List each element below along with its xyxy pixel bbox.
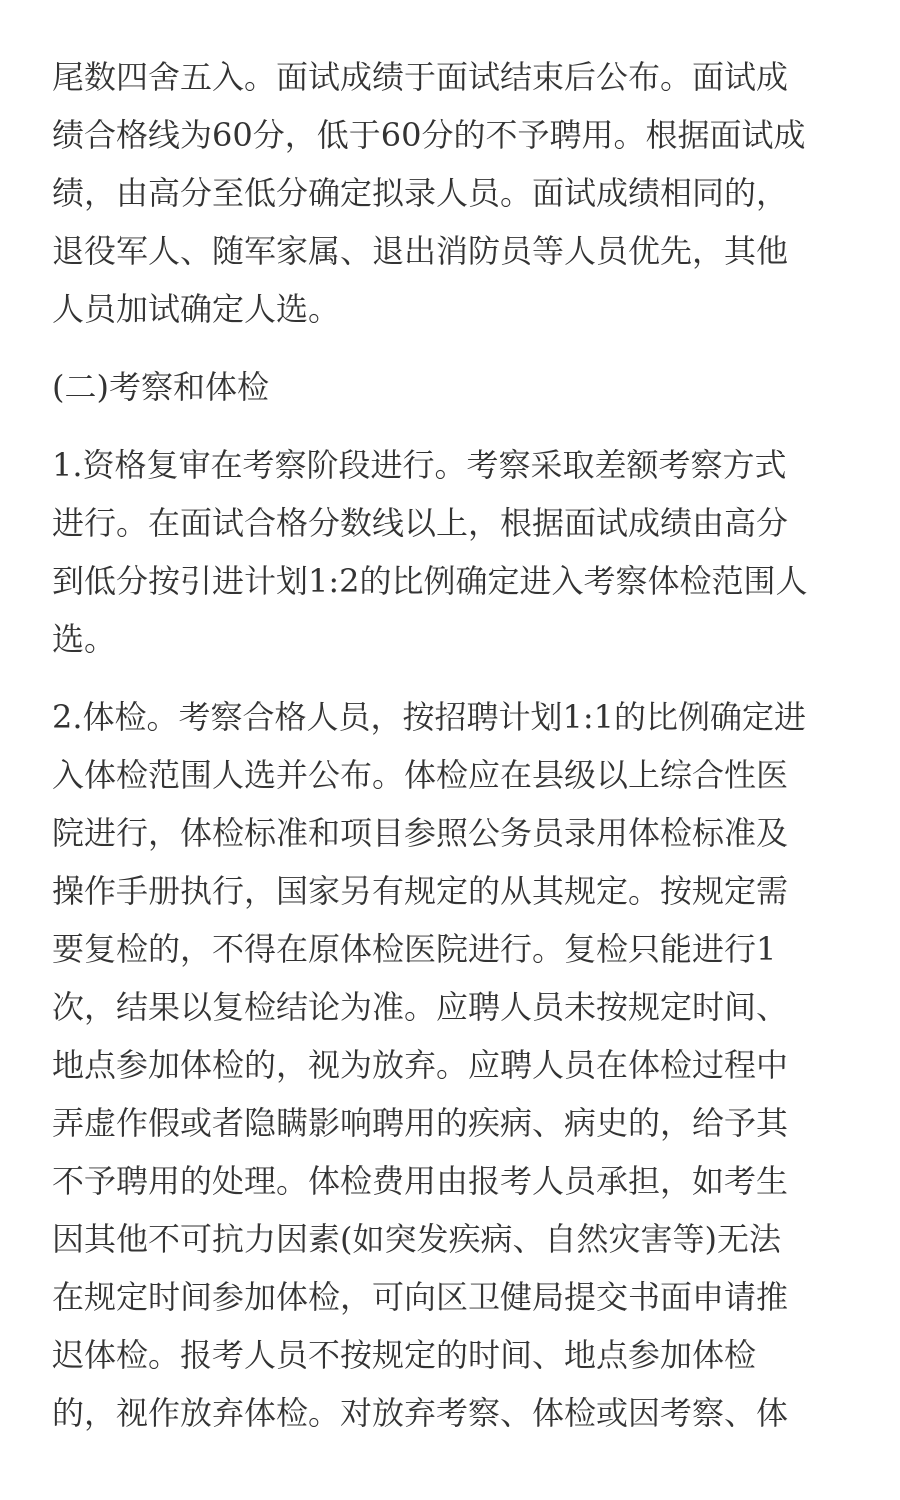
paragraph-qualification-review [52,436,852,668]
text-line: 2.体检。考察合格人员，按招聘计划1:1的比例确定进 [52,698,807,736]
text-line: 地点参加体检的，视为放弃。应聘人员在体检过程中 [52,1046,789,1084]
text-line: 要复检的，不得在原体检医院进行。复检只能进行1 [52,930,777,968]
text-line: 到低分按引进计划1:2的比例确定进入考察体检范围人 [52,562,808,600]
text-line: 1.资格复审在考察阶段进行。考察采取差额考察方式 [52,446,787,484]
text-line: 绩合格线为60分，低于60分的不予聘用。根据面试成 [52,116,806,154]
text-line: 退役军人、随军家属、退出消防员等人员优先，其他 [52,232,789,270]
text-line: 操作手册执行，国家另有规定的从其规定。按规定需 [52,872,789,910]
paragraph-interview-results [52,48,852,338]
heading-text: (二)考察和体检 [52,368,269,406]
section-heading [52,358,852,416]
text-line: 进行。在面试合格分数线以上，根据面试成绩由高分 [52,504,789,542]
text-line: 人员加试确定人选。 [52,290,341,328]
article-body [52,48,852,1462]
text-line: 不予聘用的处理。体检费用由报考人员承担，如考生 [52,1162,789,1200]
text-line: 次，结果以复检结论为准。应聘人员未按规定时间、 [52,988,789,1026]
text-line: 弄虚作假或者隐瞒影响聘用的疾病、病史的，给予其 [52,1104,789,1142]
text-line: 入体检范围人选并公布。体检应在县级以上综合性医 [52,756,789,794]
text-line: 尾数四舍五入。面试成绩于面试结束后公布。面试成 [52,58,789,96]
text-line: 因其他不可抗力因素(如突发疾病、自然灾害等)无法 [52,1220,781,1258]
text-line: 迟体检。报考人员不按规定的时间、地点参加体检 [52,1336,757,1374]
paragraph-physical-exam [52,688,852,1442]
text-line: 选。 [52,620,117,658]
text-line: 的，视作放弃体检。对放弃考察、体检或因考察、体 [52,1394,789,1432]
text-line: 院进行，体检标准和项目参照公务员录用体检标准及 [52,814,789,852]
text-line: 在规定时间参加体检，可向区卫健局提交书面申请推 [52,1278,789,1316]
text-line: 绩，由高分至低分确定拟录人员。面试成绩相同的， [52,174,789,212]
